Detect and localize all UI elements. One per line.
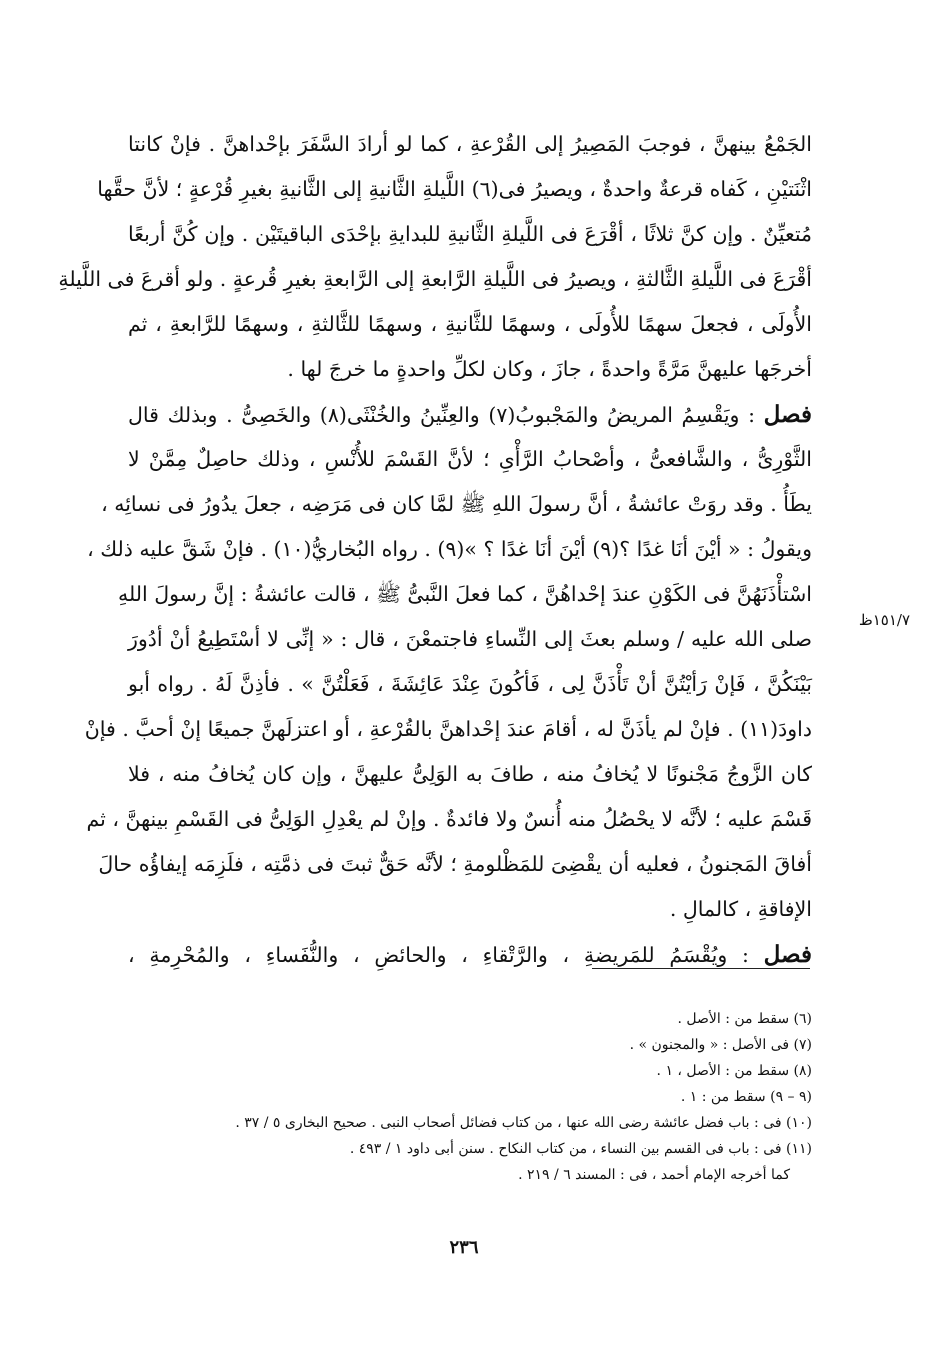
section-text: : ويَقْسِمُ المريضُ والمَجْبوبُ(٧) والعِنِّينُ والخُنْثَى(٨) والخَصِىُّ . وبذلك قال: [128, 403, 764, 427]
footnote: (٦) سقط من : الأصل .: [677, 1011, 812, 1027]
footnote: (١١) فى : باب فى القسم بين النساء ، من كتاب النكاح . سنن أبى داود ١ / ٤٩٣ .: [349, 1141, 812, 1157]
text-line: الجَمْعُ بينهنَّ ، فوجبَ المَصِيرُ إلى القُرْعةِ ، كما لو أرادَ السَّفَرَ بإحْداهنَّ . فإنْ كانتا: [128, 132, 812, 156]
text-line: بَيْنَكُنَّ ، فَإنْ رَأيْتُنَّ أنْ تَأْذَنَّ لِى ، فَأكُونَ عِنْدَ عَائِشَةَ ، فَعَلْتُنَّ » . فأذِنَّ لَهُ . رواه أبو: [128, 672, 812, 696]
main-text: [58, 122, 812, 977]
text-line: الإفاقةِ ، كالمالِ .: [669, 897, 812, 921]
text-line: الأُولَى ، فجعلَ سهمًا للأُولَى ، وسهمًا للثَّانيةِ ، وسهمًا للثَّالثةِ ، وسهمًا للرَّابعةِ ، ثم: [128, 312, 812, 336]
section-label: فصل: [763, 941, 812, 968]
section-text: : ويُقْسَمُ للمَريضةِ ، والرَّتْقاءِ ، والحائضِ ، والنُّفَساءِ ، والمُحْرِمةِ ،: [128, 943, 764, 967]
footnote: (٧) فى الأصل : « والمجنون » .: [629, 1037, 812, 1053]
footnote: (٨) سقط من : الأصل ، ١ .: [656, 1063, 812, 1079]
footnote-divider: [592, 968, 810, 969]
text-line: اسْتأْذَنَهُنَّ فى الكَوْنِ عندَ إحْداهُنَّ ، كما فعلَ النَّبىُّ ﷺ ، قالت عائشةُ : إنَّ رسولَ اللهِ: [118, 582, 812, 606]
text-line: مُتعيِّنٌ . وإن كنَّ ثلاثًا ، أقْرَعَ فى اللَّيلةِ الثَّانيةِ للبدايةِ بإحْدَى الباقيتَيْن . وإن كُنَّ أربعًا: [128, 222, 812, 246]
text-line: صلى الله عليه / وسلم بعثَ إلى النِّساءِ فاجتمعْنَ ، قال : « إنِّى لا أسْتَطِيعُ أنْ أدُورَ: [128, 627, 812, 651]
text-line: أفاقَ المَجنونُ ، فعليه أن يقْضِىَ للمَظْلومةِ ؛ لأنَّه حَقٌّ ثبتَ فى ذمَّتِه ، فلَزِمَه إيفاؤُه حالَ: [98, 852, 812, 876]
manuscript-folio-note: ١٥١/٧ظ: [858, 611, 910, 629]
page-number: ٢٣٦: [449, 1237, 479, 1258]
text-line: أقْرَعَ فى اللَّيلةِ الثَّالثةِ ، ويصيرُ فى اللَّيلةِ الرَّابعةِ إلى الرَّابعةِ بغيرِ قُرعةٍ . ولو أقرعَ فى اللَّيلةِ: [58, 267, 812, 291]
section-label: فصل: [763, 401, 812, 428]
text-line: الثَّوْرِىُّ ، والشَّافعىُّ ، وأصْحابُ الرَّأْىِ ؛ لأنَّ القَسْمَ للأُنْسِ ، وذلك حاصِلٌ مِمَّنْ لا: [128, 447, 812, 471]
footnote: (١٠) فى : باب فضل عائشة رضى الله عنها ، من كتاب فضائل أصحاب النبى . صحيح البخارى ٥ / ٣٧ .: [235, 1115, 812, 1131]
text-line: يطَأُ . وقد روَتْ عائشةُ ، أنَّ رسولَ اللهِ ﷺ لمَّا كان فى مَرَضِه ، جعلَ يدُورُ فى نسائِه ،: [101, 492, 812, 516]
footnote: (٩ – ٩) سقط من : ١ .: [680, 1089, 812, 1105]
footnote-continuation: كما أخرجه الإمام أحمد ، فى : المسند ٦ / ٢١٩ .: [518, 1167, 790, 1183]
section-heading-line: [128, 932, 812, 977]
text-line: أخرجَها عليهنَّ مَرَّةً واحدةً ، جازَ ، وكان لكلِّ واحدةٍ ما خرجَ لها .: [287, 357, 812, 381]
text-line: ويقولُ : « أيْنَ أنَا غدًا ؟(٩) أيْنَ أنَا غدًا ؟ »(٩) . رواه البُخاريُّ(١٠) . فإنْ شَقَّ عليه ذلك ،: [87, 537, 812, 561]
footnotes: [128, 1006, 812, 1188]
text-line: داودَ(١١) . فإنْ لم يأذَنَّ له ، أقامَ عندَ إحْداهنَّ بالقُرْعةِ ، أو اعتزلَهنَّ جميعًا إنْ أحبَّ . فإنْ: [84, 717, 812, 741]
text-line: اثْنَتيْنِ ، كَفاه قرعةٌ واحدةٌ ، ويصيرُ فى(٦) اللَّيلةِ الثَّانيةِ إلى الثَّانيةِ بغيرِ قُرْعةٍ ؛ لأنَّ حقَّها: [97, 177, 812, 201]
section-heading-line: [128, 392, 812, 437]
text-line: كان الزَّوجُ مَجْنونًا لا يُخافُ منه ، طافَ به الوَلِىُّ عليهنَّ ، وإن كان يُخافُ منه ، فلا: [128, 762, 812, 786]
text-line: قَسْمَ عليه ؛ لأنَّه لا يحْصُلُ منه أُنسٌ ولا فائدةٌ . وإنْ لم يعْدِلِ الوَلِىُّ فى القَسْمِ بينهنَّ ، ثم: [86, 807, 812, 831]
